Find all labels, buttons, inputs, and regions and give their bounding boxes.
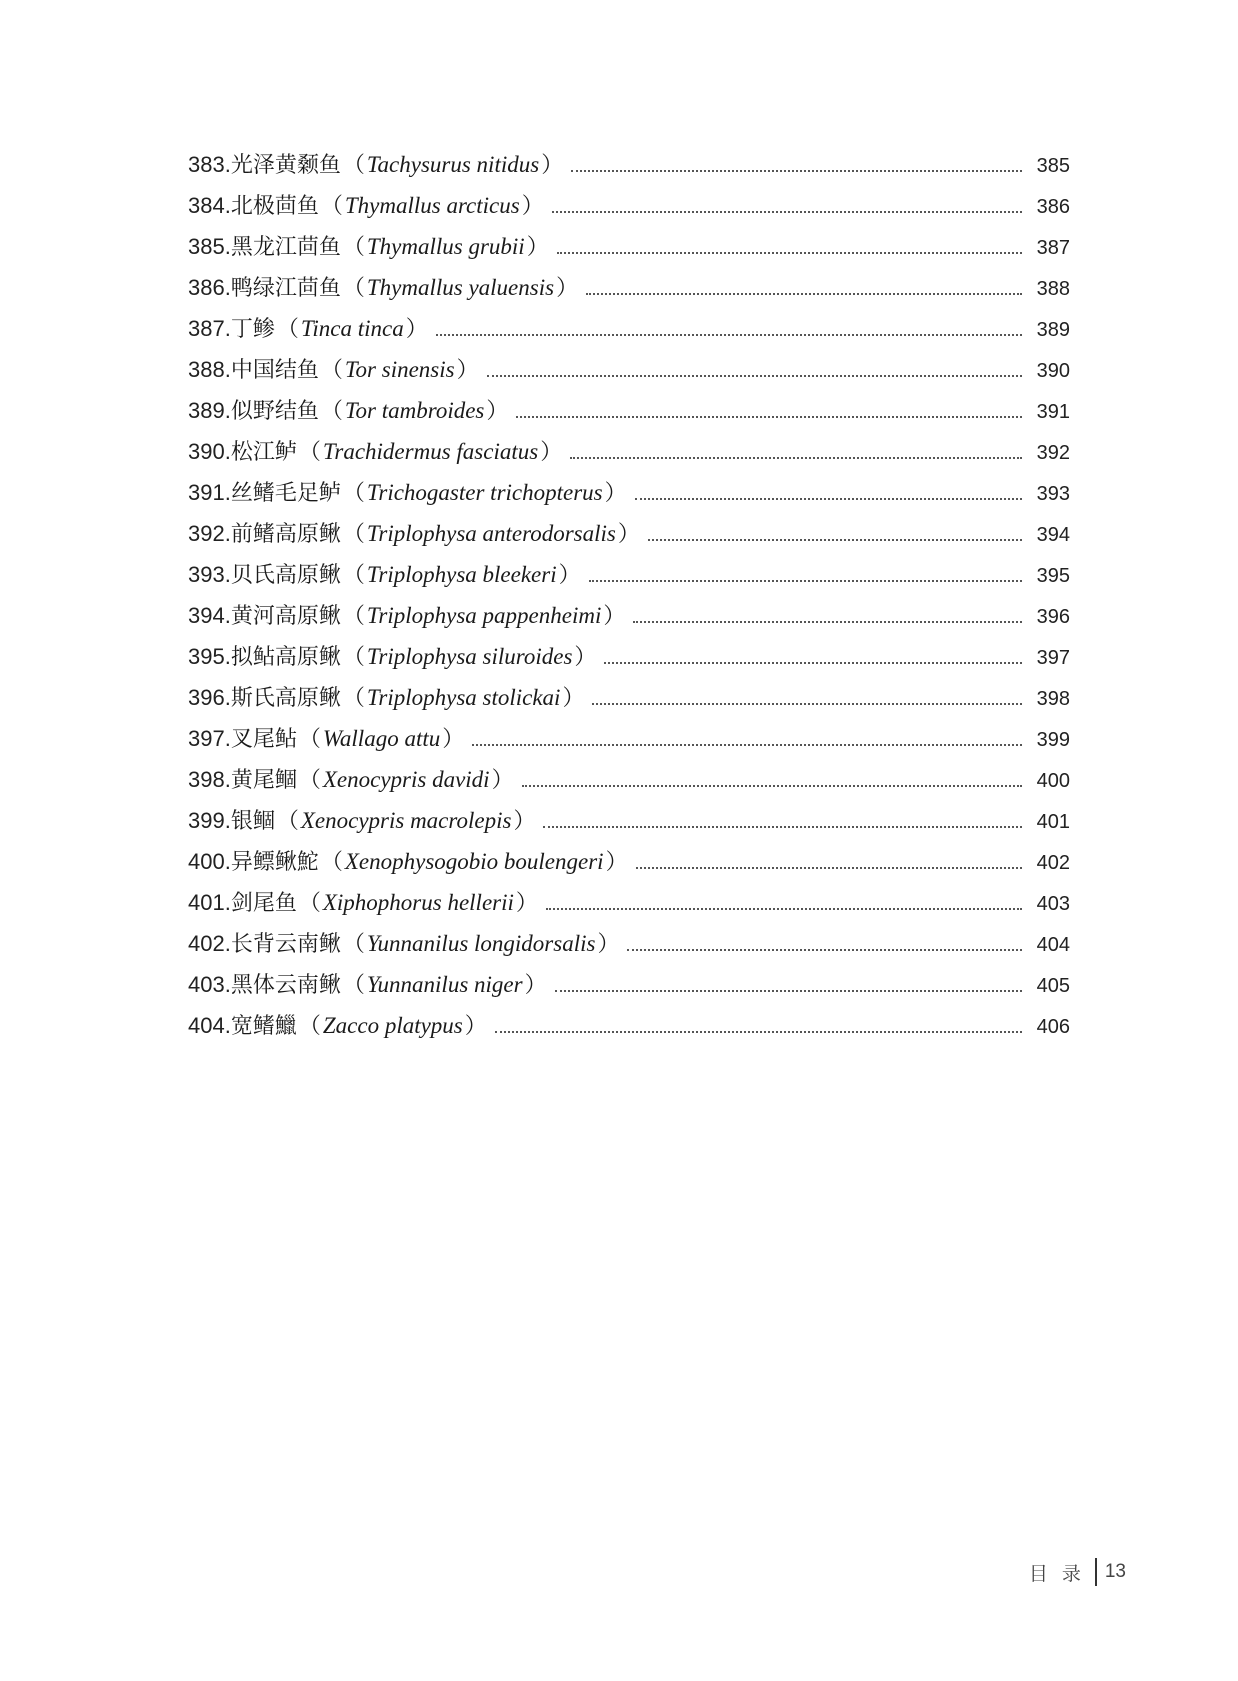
close-paren: ） [558, 563, 581, 588]
entry-number: 393. [188, 562, 231, 587]
entry-latin-name: Yunnanilus longidorsalis [366, 931, 596, 956]
entry-page-number: 401 [1036, 811, 1070, 833]
toc-entry[interactable] [188, 968, 1070, 1009]
close-paren: ） [521, 194, 544, 219]
entry-number: 398. [188, 767, 231, 792]
entry-page-number: 394 [1036, 524, 1070, 546]
toc-entry[interactable] [188, 804, 1070, 845]
entry-number: 389. [188, 398, 231, 423]
entry-latin-name: Wallago attu [322, 726, 441, 751]
entry-latin-name: Thymallus grubii [366, 234, 525, 259]
entry-latin-name: Triplophysa siluroides [366, 644, 573, 669]
entry-number: 387. [188, 316, 231, 341]
toc-entry[interactable] [188, 927, 1070, 968]
close-paren: ） [617, 522, 640, 547]
dot-leader [552, 210, 1022, 213]
open-paren: （ [342, 153, 365, 178]
entry-page-number: 400 [1036, 770, 1070, 792]
open-paren: （ [342, 686, 365, 711]
toc-entry[interactable] [188, 394, 1070, 435]
entry-latin-name: Triplophysa pappenheimi [366, 603, 602, 628]
entry-latin-name: Xenocypris macrolepis [300, 808, 512, 833]
entry-page-number: 402 [1036, 852, 1070, 874]
entry-chinese-name: 鸭绿江茴鱼 [230, 276, 341, 301]
close-paren: ） [540, 440, 563, 465]
entry-page-number: 390 [1036, 360, 1070, 382]
entry-chinese-name: 银鲴 [230, 809, 275, 834]
entry-latin-name: Tinca tinca [300, 316, 404, 341]
entry-latin-name: Tor sinensis [344, 357, 455, 382]
page-number: 13 [1104, 1561, 1126, 1582]
entry-number: 404. [188, 1013, 231, 1038]
toc-entry[interactable] [188, 517, 1070, 558]
toc-entry[interactable] [188, 189, 1070, 230]
entry-number: 385. [188, 234, 231, 259]
dot-leader [627, 948, 1022, 951]
open-paren: （ [342, 522, 365, 547]
entry-latin-name: Trichogaster trichopterus [366, 480, 603, 505]
close-paren: ） [491, 768, 514, 793]
entry-latin-name: Thymallus arcticus [344, 193, 520, 218]
entry-page-number: 386 [1036, 196, 1070, 218]
entry-page-number: 404 [1036, 934, 1070, 956]
toc-entry[interactable] [188, 148, 1070, 189]
open-paren: （ [298, 891, 321, 916]
entry-chinese-name: 异鳔鳅鮀 [230, 850, 319, 875]
close-paren: ） [486, 399, 509, 424]
entry-chinese-name: 前鳍高原鳅 [230, 522, 341, 547]
entry-page-number: 398 [1036, 688, 1070, 710]
entry-number: 402. [188, 931, 231, 956]
table-of-contents [188, 148, 1070, 1050]
entry-page-number: 395 [1036, 565, 1070, 587]
close-paren: ） [515, 891, 538, 916]
dot-leader [604, 661, 1022, 664]
toc-entry[interactable] [188, 599, 1070, 640]
close-paren: ） [562, 686, 585, 711]
close-paren: ） [556, 276, 579, 301]
dot-leader [592, 702, 1022, 705]
dot-leader [495, 1030, 1022, 1033]
dot-leader [436, 333, 1022, 336]
entry-page-number: 393 [1036, 483, 1070, 505]
toc-entry[interactable] [188, 558, 1070, 599]
open-paren: （ [342, 604, 365, 629]
entry-number: 383. [188, 152, 231, 177]
toc-entry[interactable] [188, 640, 1070, 681]
open-paren: （ [320, 850, 343, 875]
entry-chinese-name: 黄河高原鳅 [230, 604, 341, 629]
dot-leader [571, 169, 1022, 172]
entry-latin-name: Tor tambroides [344, 398, 485, 423]
close-paren: ） [405, 317, 428, 342]
entry-chinese-name: 北极茴鱼 [230, 194, 319, 219]
entry-latin-name: Xiphophorus hellerii [322, 890, 514, 915]
dot-leader [522, 784, 1022, 787]
entry-number: 396. [188, 685, 231, 710]
open-paren: （ [298, 1014, 321, 1039]
close-paren: ） [541, 153, 564, 178]
open-paren: （ [342, 932, 365, 957]
dot-leader [570, 456, 1022, 459]
close-paren: ） [597, 932, 620, 957]
open-paren: （ [342, 276, 365, 301]
close-paren: ） [464, 1014, 487, 1039]
entry-latin-name: Xenocypris davidi [322, 767, 490, 792]
entry-number: 397. [188, 726, 231, 751]
entry-latin-name: Thymallus yaluensis [366, 275, 555, 300]
open-paren: （ [342, 563, 365, 588]
entry-chinese-name: 斯氏高原鳅 [230, 686, 341, 711]
open-paren: （ [320, 358, 343, 383]
open-paren: （ [320, 399, 343, 424]
entry-number: 384. [188, 193, 231, 218]
open-paren: （ [298, 768, 321, 793]
entry-chinese-name: 光泽黄颡鱼 [230, 153, 341, 178]
entry-page-number: 396 [1036, 606, 1070, 628]
entry-number: 386. [188, 275, 231, 300]
close-paren: ） [574, 645, 597, 670]
dot-leader [487, 374, 1022, 377]
entry-chinese-name: 黑体云南鳅 [230, 973, 341, 998]
entry-latin-name: Triplophysa stolickai [366, 685, 561, 710]
entry-latin-name: Zacco platypus [322, 1013, 463, 1038]
toc-entry[interactable] [188, 763, 1070, 804]
entry-number: 403. [188, 972, 231, 997]
entry-latin-name: Triplophysa bleekeri [366, 562, 557, 587]
dot-leader [543, 825, 1022, 828]
dot-leader [557, 251, 1022, 254]
entry-chinese-name: 宽鳍鱲 [230, 1014, 297, 1039]
entry-chinese-name: 黑龙江茴鱼 [230, 235, 341, 260]
close-paren: ） [604, 481, 627, 506]
toc-entry[interactable] [188, 476, 1070, 517]
toc-entry[interactable] [188, 353, 1070, 394]
entry-chinese-name: 剑尾鱼 [230, 891, 297, 916]
toc-entry[interactable] [188, 435, 1070, 476]
entry-latin-name: Trachidermus fasciatus [322, 439, 539, 464]
entry-page-number: 403 [1036, 893, 1070, 915]
toc-entry[interactable] [188, 271, 1070, 312]
open-paren: （ [298, 440, 321, 465]
entry-chinese-name: 松江鲈 [230, 440, 297, 465]
entry-number: 392. [188, 521, 231, 546]
entry-chinese-name: 拟鲇高原鳅 [230, 645, 341, 670]
open-paren: （ [342, 645, 365, 670]
entry-latin-name: Triplophysa anterodorsalis [366, 521, 616, 546]
entry-number: 394. [188, 603, 231, 628]
entry-page-number: 385 [1036, 155, 1070, 177]
entry-page-number: 387 [1036, 237, 1070, 259]
toc-entry[interactable] [188, 1009, 1070, 1050]
dot-leader [555, 989, 1022, 992]
entry-page-number: 406 [1036, 1016, 1070, 1038]
close-paren: ） [442, 727, 465, 752]
toc-entry[interactable] [188, 845, 1070, 886]
entry-number: 400. [188, 849, 231, 874]
entry-number: 391. [188, 480, 231, 505]
dot-leader [472, 743, 1022, 746]
close-paren: ） [605, 850, 628, 875]
dot-leader [635, 497, 1022, 500]
entry-latin-name: Tachysurus nitidus [366, 152, 540, 177]
entry-chinese-name: 丁鲹 [230, 317, 275, 342]
toc-entry[interactable] [188, 722, 1070, 763]
dot-leader [633, 620, 1022, 623]
close-paren: ） [513, 809, 536, 834]
entry-number: 401. [188, 890, 231, 915]
dot-leader [586, 292, 1022, 295]
close-paren: ） [524, 973, 547, 998]
entry-latin-name: Yunnanilus niger [366, 972, 523, 997]
footer-section-label: 目录 [1028, 1562, 1095, 1585]
dot-leader [589, 579, 1022, 582]
entry-latin-name: Xenophysogobio boulengeri [344, 849, 604, 874]
entry-page-number: 397 [1036, 647, 1070, 669]
entry-page-number: 391 [1036, 401, 1070, 423]
open-paren: （ [342, 481, 365, 506]
page-footer [1029, 1558, 1126, 1586]
entry-number: 395. [188, 644, 231, 669]
open-paren: （ [342, 235, 365, 260]
footer-divider [1095, 1558, 1097, 1586]
toc-entry[interactable] [188, 681, 1070, 722]
entry-chinese-name: 丝鳍毛足鲈 [230, 481, 341, 506]
entry-page-number: 392 [1036, 442, 1070, 464]
entry-number: 399. [188, 808, 231, 833]
entry-chinese-name: 似野结鱼 [230, 399, 319, 424]
dot-leader [516, 415, 1022, 418]
toc-entry[interactable] [188, 230, 1070, 271]
entry-chinese-name: 贝氏高原鳅 [230, 563, 341, 588]
dot-leader [546, 907, 1022, 910]
open-paren: （ [342, 973, 365, 998]
open-paren: （ [320, 194, 343, 219]
entry-chinese-name: 长背云南鳅 [230, 932, 341, 957]
entry-page-number: 399 [1036, 729, 1070, 751]
entry-chinese-name: 中国结鱼 [230, 358, 319, 383]
entry-chinese-name: 叉尾鲇 [230, 727, 297, 752]
entry-number: 390. [188, 439, 231, 464]
open-paren: （ [276, 317, 299, 342]
open-paren: （ [298, 727, 321, 752]
entry-page-number: 389 [1036, 319, 1070, 341]
dot-leader [636, 866, 1022, 869]
entry-number: 388. [188, 357, 231, 382]
toc-entry[interactable] [188, 312, 1070, 353]
entry-chinese-name: 黄尾鲴 [230, 768, 297, 793]
open-paren: （ [276, 809, 299, 834]
close-paren: ） [603, 604, 626, 629]
dot-leader [648, 538, 1022, 541]
close-paren: ） [526, 235, 549, 260]
toc-entry[interactable] [188, 886, 1070, 927]
entry-page-number: 405 [1036, 975, 1070, 997]
entry-page-number: 388 [1036, 278, 1070, 300]
close-paren: ） [456, 358, 479, 383]
